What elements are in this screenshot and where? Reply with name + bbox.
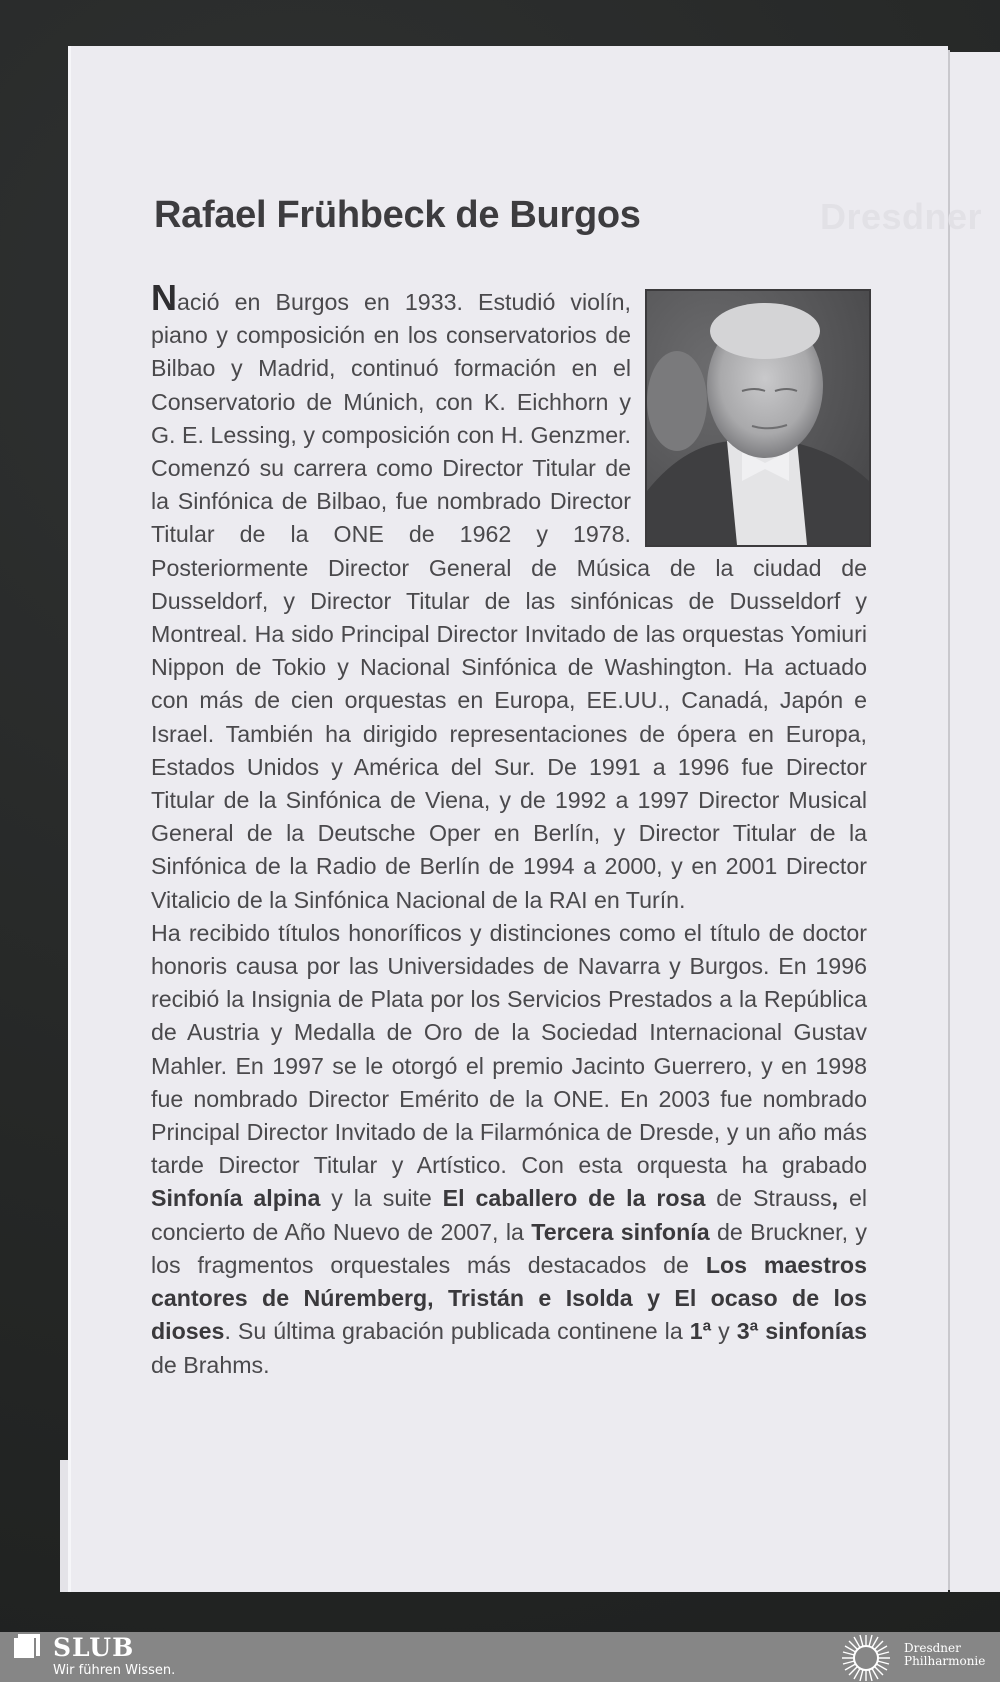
text-run: . Su última grabación publicada continene la [224, 1318, 690, 1345]
page-fold [948, 50, 950, 1590]
work-title: 1ª [689, 1318, 712, 1345]
text-run: y [711, 1318, 737, 1345]
text-run: Ha recibido títulos honoríficos y distinciones como el título de doctor honoris causa por las Universidades de Navarra y Burgos. En 1996 recibió la Insignia de Plata por los Servicios Prestados a la República de Austria y Medalla de Oro de la Sociedad Internacional Gustav Mahler. En 1997 se le otorgó el premio Jacinto Guerrero, y en 1998 fue nombrado Director Emérito de la ONE. En 2003 fue nombrado Principal Director Invitado de la Filarmónica de Dresde, y un año más tarde Director Titular y Artístico. Con esta orquesta ha grabado [151, 919, 867, 1179]
text-run: el concierto de Año Nuevo de 2007, la [151, 1185, 867, 1245]
biography [151, 277, 868, 1382]
work-title: Tercera sinfonía [531, 1218, 710, 1245]
footer-bar [0, 1632, 1000, 1682]
bleed-through-heading: Dresdner [820, 196, 983, 237]
drop-cap: N [151, 277, 177, 318]
text-run: de Strauss [705, 1185, 832, 1212]
slub-tagline: Wir führen Wissen. [53, 1663, 176, 1678]
work-title: Sinfonía alpina [151, 1185, 321, 1212]
work-title: Los maestros cantores de Núremberg, Tristán e Isolda y El ocaso de los dioses [151, 1251, 867, 1345]
bio-paragraph-2 [151, 917, 867, 1382]
dresdner-philharmonie-logo-icon [840, 1634, 892, 1682]
dresdner-philharmonie-brand[interactable] [904, 1642, 985, 1668]
page-right [950, 52, 1000, 1592]
photo-wrap-spacer [631, 284, 867, 548]
slub-brand[interactable]: SLUB [53, 1633, 135, 1662]
text-run: de Brahms. [151, 1351, 270, 1378]
brand-line-2: Philharmonie [904, 1654, 986, 1668]
bio-paragraph-1-text: ació en Burgos en 1933. Estudió violín, piano y composición en los conservatorios de Bilbao y Madrid, continuó formación en el Conservatorio de Múnich, con K. Eichhorn y G. E. Lessing, y composición con H. Genzmer. Comenzó su carrera como Director Titular de la Sinfónica de Bilbao, fue nombrado Director Titular de la ONE de 1962 y 1978. Posteriormente Director General de Música de la ciudad de Dusseldorf, y Director Titular de las sinfónicas de Dusseldorf y Montreal. Ha sido Principal Director Invitado de las orquestas Yomiuri Nippon de Tokio y Nacional Sinfónica de Washington. Ha actuado con más de cien orquestas en Europa, EE.UU., Canadá, Japón e Israel. También ha dirigido representaciones de ópera en Europa, Estados Unidos y América del Sur. De 1991 a 1996 fue Director Titular de la Sinfónica de Viena, y de 1992 a 1997 Director Musical General de la Deutsche Oper en Berlín, y Director Titular de la Sinfónica de la Radio de Berlín de 1994 a 2000, y en 2001 Director Vitalicio de la Sinfónica Nacional de la RAI en Turín. [151, 289, 867, 913]
punctuation: , [831, 1185, 839, 1212]
text-run: y la suite [320, 1185, 443, 1212]
brand-line-1: Dresdner [904, 1641, 961, 1655]
text-run: de Bruckner, y los fragmentos orquestales más destacados de [151, 1218, 868, 1278]
work-title: 3ª sinfonías [736, 1318, 867, 1345]
page-title: Rafael Frühbeck de Burgos [154, 194, 641, 236]
slub-logo-icon [14, 1634, 40, 1660]
work-title: El caballero de la rosa [442, 1185, 706, 1212]
